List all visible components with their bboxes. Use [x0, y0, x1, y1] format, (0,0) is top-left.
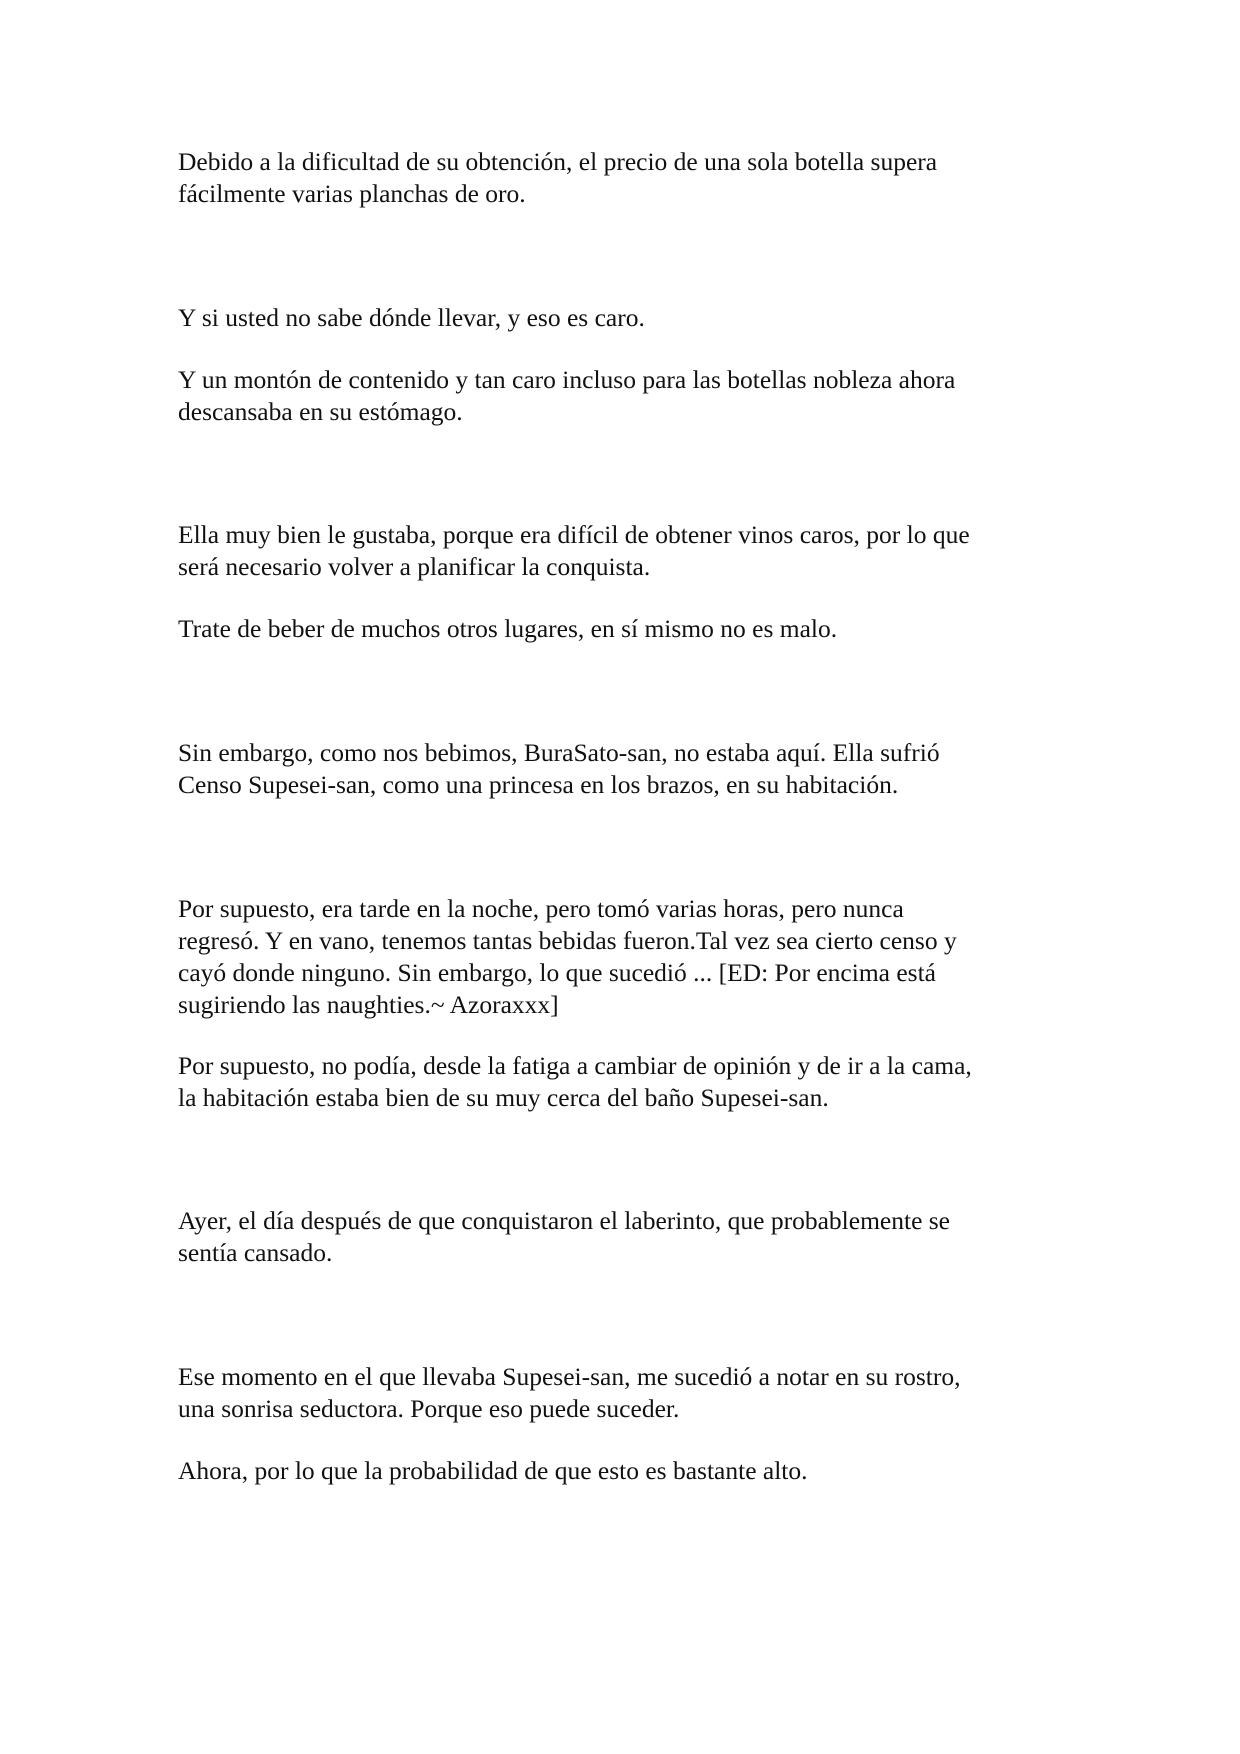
paragraph-11: Ahora, por lo que la probabilidad de que esto es bastante alto.: [178, 1456, 808, 1485]
paragraph-9: Ayer, el día después de que conquistaron el laberinto, que probablemente se sentía cansado.: [178, 1206, 950, 1267]
paragraph-7: Por supuesto, era tarde en la noche, pero tomó varias horas, pero nunca regresó. Y en vano, tenemos tantas bebidas fueron.Tal vez sea cierto censo y cayó donde ninguno. Sin embargo, lo que sucedió ... [ED: Por encima está sugiriendo las naughties.~ Azoraxxx]: [178, 894, 957, 1019]
paragraph-6: Sin embargo, como nos bebimos, BuraSato-san, no estaba aquí. Ella sufrió Censo Supesei-san, como una princesa en los brazos, en su habitación.: [178, 738, 940, 799]
paragraph-2: Y si usted no sabe dónde llevar, y eso es caro.: [178, 303, 645, 332]
paragraph-8: Por supuesto, no podía, desde la fatiga a cambiar de opinión y de ir a la cama, la habitación estaba bien de su muy cerca del baño Supesei-san.: [178, 1051, 972, 1112]
paragraph-10: Ese momento en el que llevaba Supesei-san, me sucedió a notar en su rostro, una sonrisa seductora. Porque eso puede suceder.: [178, 1362, 961, 1423]
paragraph-1: Debido a la dificultad de su obtención, el precio de una sola botella supera fácilmente varias planchas de oro.: [178, 147, 938, 208]
paragraph-4: Ella muy bien le gustaba, porque era difícil de obtener vinos caros, por lo que será necesario volver a planificar la conquista.: [178, 520, 970, 581]
paragraph-5: Trate de beber de muchos otros lugares, en sí mismo no es malo.: [178, 614, 838, 643]
paragraph-3: Y un montón de contenido y tan caro incluso para las botellas nobleza ahora descansaba en su estómago.: [178, 365, 956, 426]
